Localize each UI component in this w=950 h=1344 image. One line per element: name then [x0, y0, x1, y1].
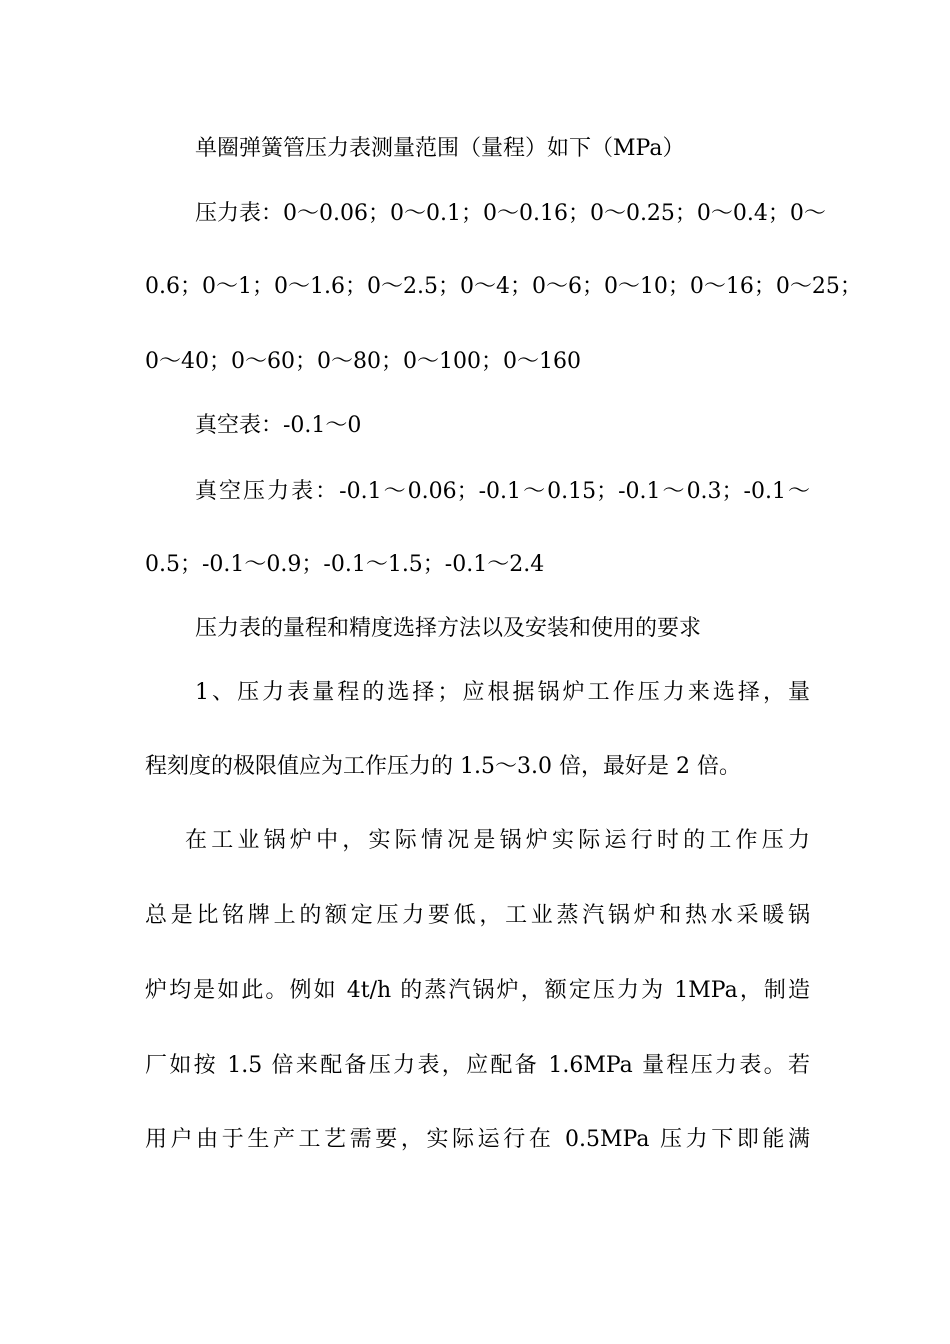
paragraph-2-line-2: 总是比铭牌上的额定压力要低，工业蒸汽锅炉和热水采暖锅 — [145, 903, 810, 928]
range-heading: 单圈弹簧管压力表测量范围（量程）如下（MPa） — [195, 136, 685, 161]
section-heading: 压力表的量程和精度选择方法以及安装和使用的要求 — [195, 616, 702, 641]
pressure-gauge-ranges-line-1: 压力表：0～0.06；0～0.1；0～0.16；0～0.25；0～0.4；0～ — [195, 201, 826, 226]
paragraph-2-line-5: 用户由于生产工艺需要，实际运行在 0.5MPa 压力下即能满 — [145, 1127, 810, 1152]
vacuum-gauge-range: 真空表：-0.1～0 — [195, 413, 362, 438]
paragraph-1-line-1: 1、压力表量程的选择；应根据锅炉工作压力来选择，量 — [195, 680, 810, 705]
paragraph-1-line-2: 程刻度的极限值应为工作压力的 1.5～3.0 倍，最好是 2 倍。 — [145, 754, 741, 779]
compound-gauge-ranges-line-1: 真空压力表：-0.1～0.06；-0.1～0.15；-0.1～0.3；-0.1～ — [195, 479, 810, 504]
paragraph-2-line-4: 厂如按 1.5 倍来配备压力表，应配备 1.6MPa 量程压力表。若 — [145, 1053, 810, 1078]
compound-gauge-ranges-line-2: 0.5；-0.1～0.9；-0.1～1.5；-0.1～2.4 — [145, 552, 545, 577]
paragraph-2-line-1: 在工业锅炉中，实际情况是锅炉实际运行时的工作压力 — [185, 828, 810, 853]
pressure-gauge-ranges-line-2: 0.6；0～1；0～1.6；0～2.5；0～4；0～6；0～10；0～16；0～25； — [145, 274, 862, 299]
paragraph-2-line-3: 炉均是如此。例如 4t/h 的蒸汽锅炉，额定压力为 1MPa，制造 — [145, 978, 810, 1003]
pressure-gauge-ranges-line-3: 0～40；0～60；0～80；0～100；0～160 — [145, 349, 581, 374]
